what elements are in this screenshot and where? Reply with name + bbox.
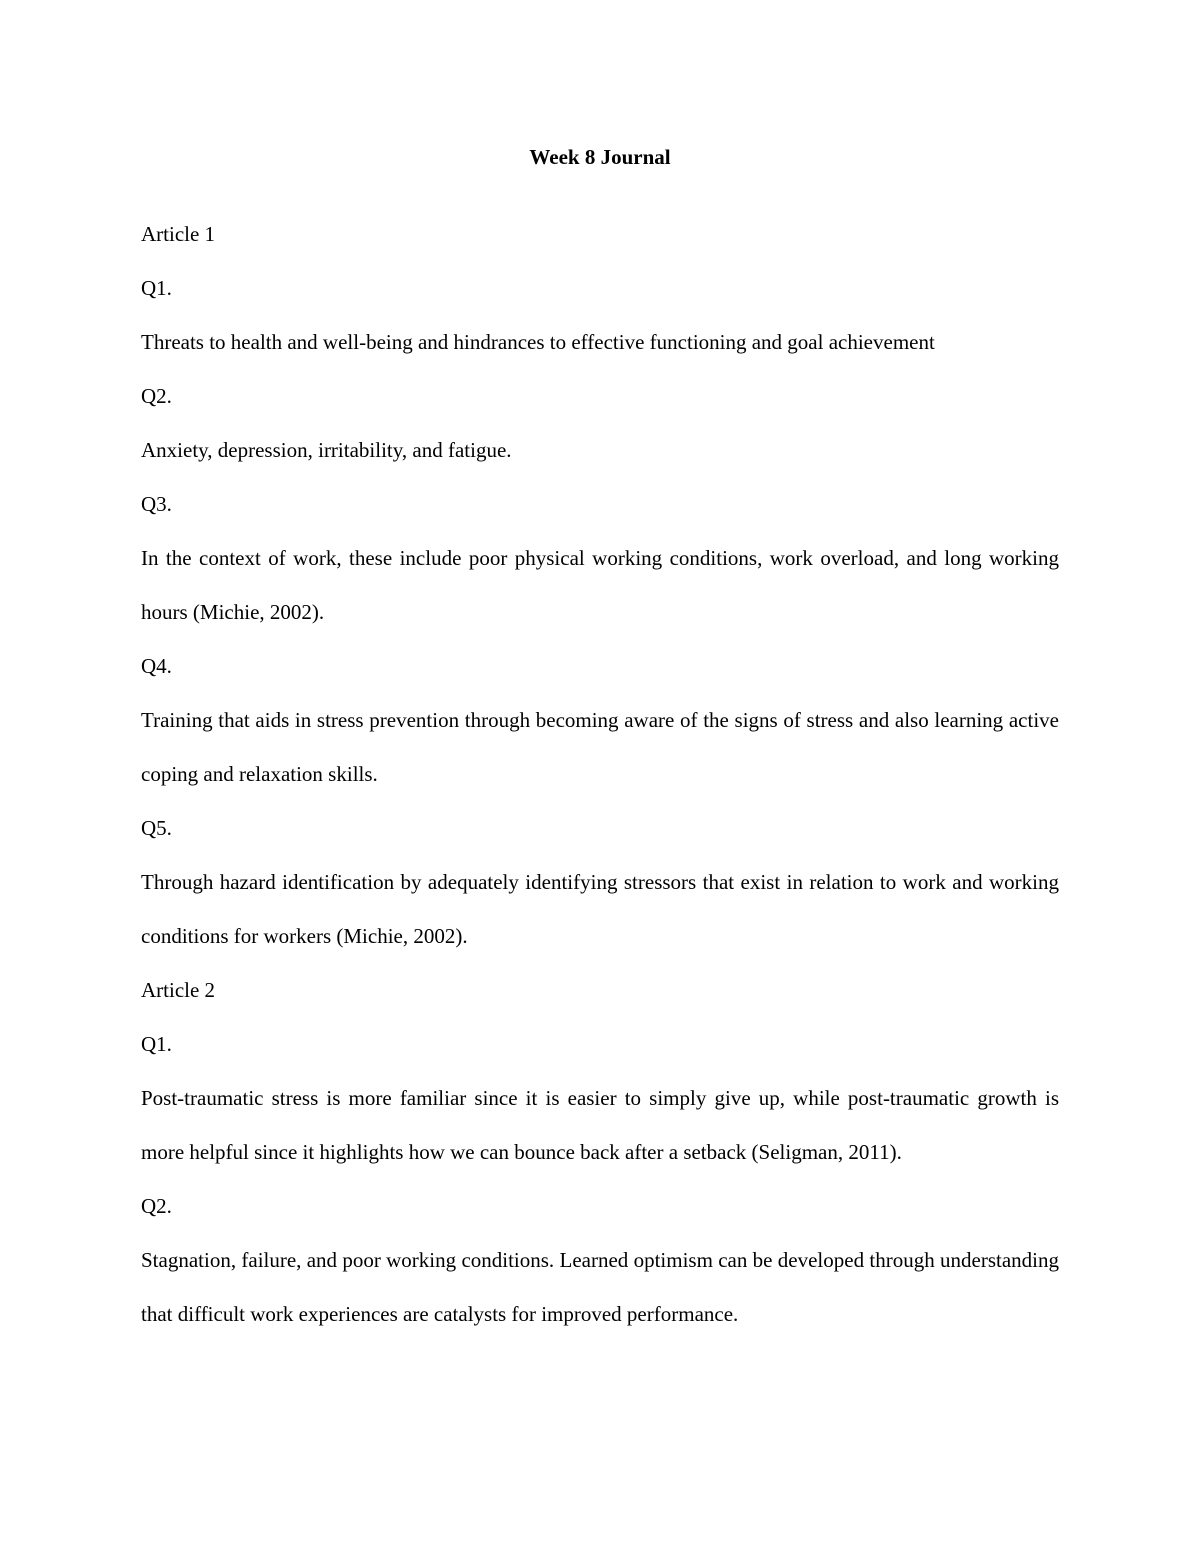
answer-paragraph: Through hazard identification by adequately identifying stressors that exist in relation to work and working conditions for workers (Michie, 2002).	[141, 870, 1059, 948]
answer-paragraph: Anxiety, depression, irritability, and fatigue.	[141, 438, 512, 462]
question-label: Q2.	[141, 384, 172, 408]
document-body	[141, 207, 1059, 1341]
section-heading-article-1: Article 1	[141, 222, 216, 246]
question-label: Q1.	[141, 276, 172, 300]
section-heading-article-2: Article 2	[141, 978, 216, 1002]
document-title: Week 8 Journal	[529, 145, 671, 169]
question-label: Q4.	[141, 654, 172, 678]
question-label: Q3.	[141, 492, 172, 516]
answer-paragraph: Post-traumatic stress is more familiar since it is easier to simply give up, while post-traumatic growth is more helpful since it highlights how we can bounce back after a setback (Seligman, 2011).	[141, 1086, 1059, 1164]
question-label: Q1.	[141, 1032, 172, 1056]
answer-paragraph: Stagnation, failure, and poor working conditions. Learned optimism can be developed through understanding that difficult work experiences are catalysts for improved performance.	[141, 1248, 1059, 1326]
question-label: Q5.	[141, 816, 172, 840]
answer-paragraph: Training that aids in stress prevention through becoming aware of the signs of stress and also learning active coping and relaxation skills.	[141, 708, 1059, 786]
question-label: Q2.	[141, 1194, 172, 1218]
answer-paragraph: Threats to health and well-being and hindrances to effective functioning and goal achievement	[141, 330, 935, 354]
answer-paragraph: In the context of work, these include poor physical working conditions, work overload, and long working hours (Michie, 2002).	[141, 546, 1059, 624]
